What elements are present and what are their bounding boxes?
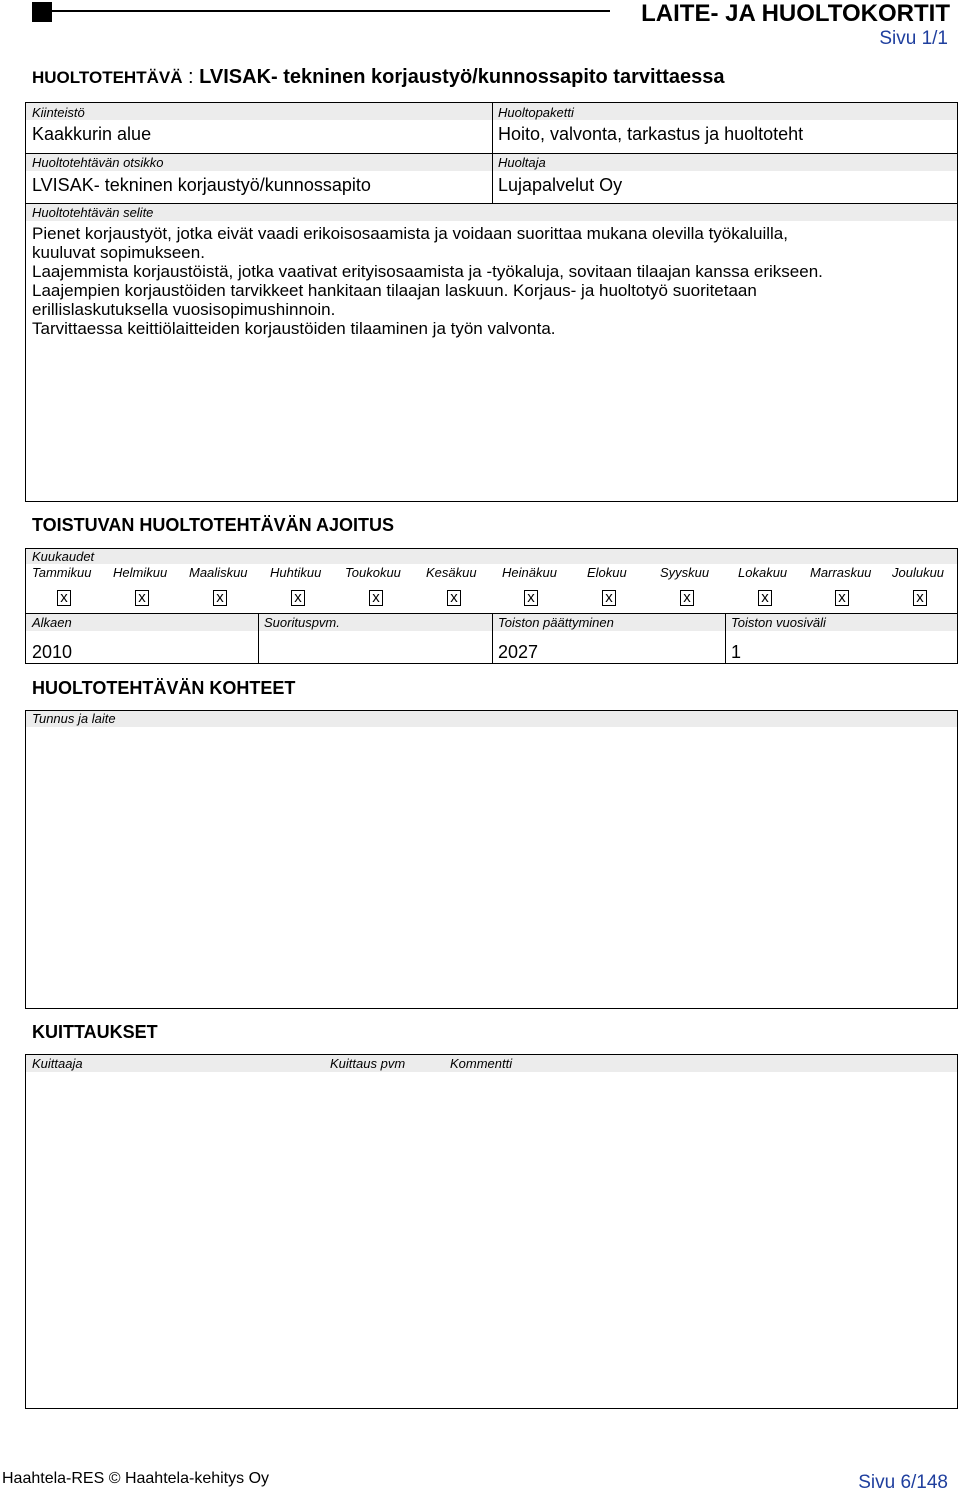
kommentti-column-label: Kommentti [450,1056,513,1071]
month-toukokuu: Toukokuu [345,565,401,580]
footer-page-number: Sivu 6/148 [858,1472,948,1493]
header-rule [52,10,610,12]
month-maaliskuu: Maaliskuu [189,565,248,580]
footer-copyright: Haahtela-RES © Haahtela-kehitys Oy [2,1470,270,1487]
month-mark-checkbox: x [135,590,149,606]
header-black-square [32,2,52,22]
targets-column-label: Tunnus ja laite [32,711,116,726]
selite-line: Tarvittaessa keittiölaitteiden korjaustöiden tilaaminen ja työn valvonta. [32,319,556,338]
task-heading-label: HUOLTOTEHTÄVÄ [32,68,183,87]
alkaen-value: 2010 [32,642,73,662]
selite-line: Laajempien korjaustöiden tarvikkeet hankitaan tilaajan laskuun. Korjaus- ja huoltotyö suoritetaan [32,281,757,300]
kiinteisto-label: Kiinteistö [32,105,85,120]
month-marraskuu: Marraskuu [810,565,872,580]
month-mark-checkbox: x [213,590,227,606]
month-mark-checkbox: x [680,590,694,606]
task-heading-title: LVISAK- tekninen korjaustyö/kunnossapito tarvittaessa [199,66,725,88]
selite-line: Pienet korjaustyöt, jotka eivät vaadi erikoisosaamista ja voidaan suorittaa mukana olevilla työkaluilla, [32,224,788,243]
task-heading-separator: : [188,66,194,88]
month-huhtikuu: Huhtikuu [270,565,322,580]
kuittaaja-column-label: Kuittaaja [32,1056,83,1071]
month-mark-checkbox: x [835,590,849,606]
months-label: Kuukaudet [32,549,95,564]
paattyminen-label: Toiston päättyminen [498,615,614,630]
selite-text [32,224,952,338]
otsikko-value: LVISAK- tekninen korjaustyö/kunnossapito [32,175,371,195]
month-mark-checkbox: x [602,590,616,606]
month-mark-checkbox: x [758,590,772,606]
huoltaja-value: Lujapalvelut Oy [498,175,623,195]
targets-box [25,710,958,1009]
month-mark-checkbox: x [913,590,927,606]
month-mark-checkbox: x [447,590,461,606]
kiinteisto-value: Kaakkurin alue [32,124,152,144]
selite-line: erillislaskutuksella vuosisopimushinnoin. [32,300,336,319]
selite-label: Huoltotehtävän selite [32,205,154,220]
month-mark-checkbox: x [57,590,71,606]
vuosivali-label: Toiston vuosiväli [731,615,826,630]
month-lokakuu: Lokakuu [738,565,788,580]
month-mark-checkbox: x [369,590,383,606]
month-helmikuu: Helmikuu [113,565,168,580]
info-box [25,102,958,502]
vuosivali-value: 1 [731,642,742,662]
targets-title: HUOLTOTEHTÄVÄN KOHTEET [32,678,296,698]
month-kesakuu: Kesäkuu [426,565,477,580]
paattyminen-value: 2027 [498,642,539,662]
document-title: LAITE- JA HUOLTOKORTIT [641,0,950,27]
task-heading [32,66,724,89]
acknowledgements-box [25,1054,958,1409]
otsikko-label: Huoltotehtävän otsikko [32,155,164,170]
selite-line: Laajemmista korjaustöistä, jotka vaativat erityisosaamista ja -työkaluja, sovitaan tilaajan kanssa erikseen. [32,262,823,281]
month-joulukuu: Joulukuu [892,565,945,580]
selite-line: kuuluvat sopimukseen. [32,243,205,262]
alkaen-label: Alkaen [32,615,72,630]
acknowledgements-title: KUITTAUKSET [32,1022,158,1042]
page-indicator: Sivu 1/1 [879,28,948,49]
huoltopaketti-label: Huoltopaketti [498,105,574,120]
month-heinakuu: Heinäkuu [502,565,557,580]
month-tammikuu: Tammikuu [32,565,92,580]
month-syyskuu: Syyskuu [660,565,710,580]
month-mark-checkbox: x [291,590,305,606]
huoltaja-label: Huoltaja [498,155,546,170]
schedule-title: TOISTUVAN HUOLTOTEHTÄVÄN AJOITUS [32,515,395,535]
month-elokuu: Elokuu [587,565,627,580]
kuittaus-pvm-column-label: Kuittaus pvm [330,1056,406,1071]
suorituspvm-label: Suorituspvm. [264,615,340,630]
huoltopaketti-value: Hoito, valvonta, tarkastus ja huoltoteht [498,124,804,144]
month-mark-checkbox: x [524,590,538,606]
